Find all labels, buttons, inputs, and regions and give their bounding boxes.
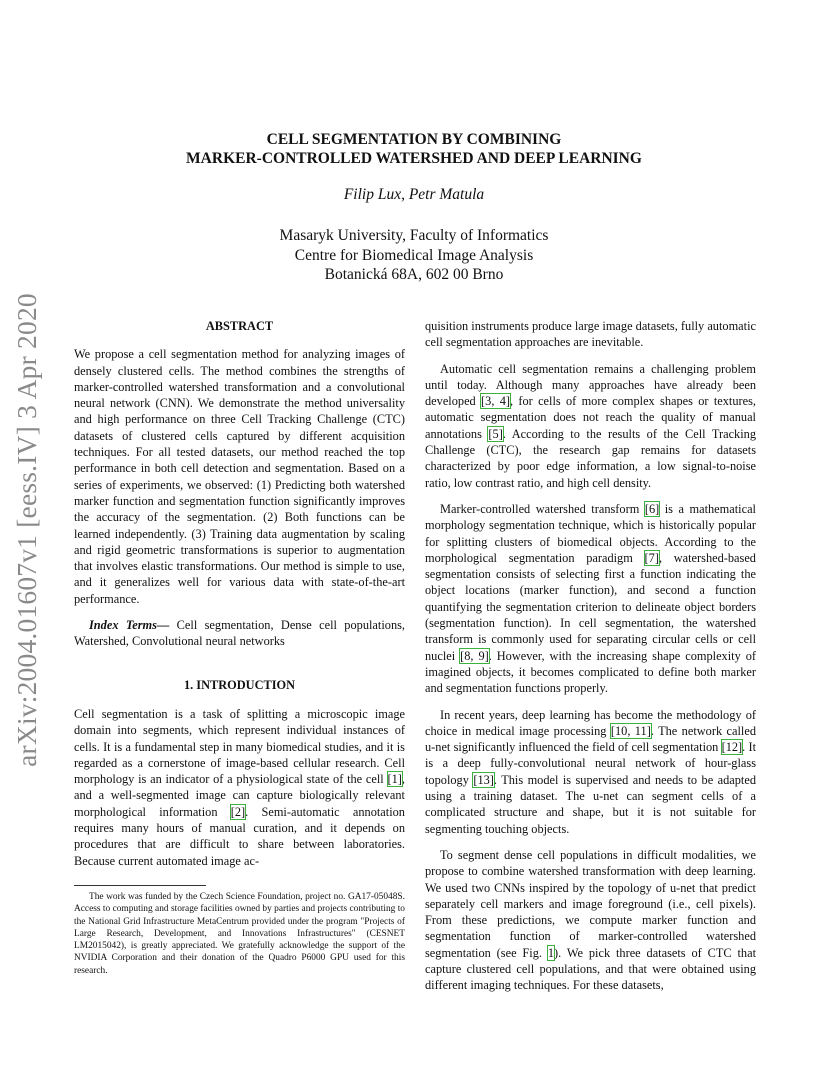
text-run: , for cells of more complex shapes or textures, automatic segmentation does not reach the quality of manual annotations xyxy=(425,394,756,441)
index-terms-text: Cell segmentation, Dense cell populations, Watershed, Convolutional neural networks xyxy=(74,618,406,649)
footnote-divider xyxy=(74,885,206,886)
citation-link[interactable]: [2] xyxy=(230,804,246,819)
intro-paragraph-1 xyxy=(74,706,405,869)
intro-heading: 1. INTRODUCTION xyxy=(183,677,296,692)
text-run: . The network called u-net significantly influenced the field of cell segmentation xyxy=(425,723,756,755)
citation-link[interactable]: [1] xyxy=(387,772,402,787)
arxiv-identifier xyxy=(4,290,50,770)
affiliation-line-1: Masaryk University, Faculty of Informatics xyxy=(279,227,549,244)
arxiv-id-text: arXiv:2004.01607v1 [eess.IV] 3 Apr 2020 xyxy=(11,293,43,767)
abstract-heading: ABSTRACT xyxy=(205,319,274,333)
right-paragraph-2 xyxy=(425,501,756,697)
text-run: ). We pick three datasets of CTC that capture clustered cell populations, and that were obtained using different imaging techniques. For these datasets, xyxy=(425,945,756,993)
citation-link[interactable]: [12] xyxy=(721,740,743,755)
left-column xyxy=(74,318,405,869)
text-run: . Semi-automatic annotation requires many hours of manual curation, and it depends on procedures that are difficult to share between laboratories. Because current automated image ac- xyxy=(74,804,405,868)
text-run: , and a well-segmented image can capture biologically relevant morphological information xyxy=(74,772,405,819)
text-run: . This model is supervised and needs to be adapted using a training dataset. The u-net can segment cells of a complicated structure and shape, but it is not suitable for segmenting touching objects. xyxy=(425,772,756,836)
affiliation xyxy=(0,226,828,285)
right-paragraph-1 xyxy=(425,361,756,491)
affiliation-line-2: Centre for Biomedical Image Analysis xyxy=(294,246,534,264)
citation-link[interactable]: [3, 4] xyxy=(481,394,510,409)
text-run: , watershed-based segmentation consists of selecting first a function indicating the object locations (marker function), and second a function quantifying the segmentation criterion to delineate object borders (segmentation function). In cell segmentation, the watershed transform is commonly used for separating circular cells or cell nuclei xyxy=(425,550,756,663)
right-column xyxy=(425,318,756,994)
text-run: Automatic cell segmentation remains a challenging problem until today. Although many approaches have already been developed xyxy=(425,361,756,409)
text-run: . However, with the increasing shape complexity of imagined objects, it becomes complicated to define both marker and segmentation functions properly. xyxy=(425,648,756,696)
text-run: Marker-controlled watershed transform xyxy=(440,501,645,516)
right-paragraph-continuation: quisition instruments produce large image datasets, fully automatic cell segmentation approaches are inevitable. xyxy=(425,319,756,350)
text-run: To segment dense cell populations in difficult modalities, we propose to combine watershed transformation with deep learning. We used two CNNs inspired by the topology of u-net that predict separately cell markers and image foreground (i.e., cell pixels). From these predictions, we compute marker function and segmentation function of marker-controlled watershed segmentation (see Fig. xyxy=(425,847,756,960)
title-line-1: CELL SEGMENTATION BY COMBINING xyxy=(266,131,562,148)
citation-link[interactable]: [8, 9] xyxy=(460,648,489,663)
index-terms xyxy=(74,617,405,650)
text-run: Cell segmentation is a task of splitting a microscopic image domain into segments, which represent individual instances of cells. It is a fundamental step in many biomedical studies, and it is regarded as a cornerstone of image-based cellular research. Cell morphology is an indicator of a physiological state of the cell xyxy=(74,706,405,787)
text-run: is a mathematical morphology segmentation technique, which is historically popular for splitting clusters of biomedical objects. According to the morphological segmentation paradigm xyxy=(425,501,756,565)
footnote: The work was funded by the Czech Science Foundation, project no. GA17-05048S. Access to computing and storage facilities owned by parties and projects contributing to the National Grid Infrastructure MetaCentrum provided under the program "Projects of Large Research, Development, and Innovations Infrastructures" (CESNET LM2015042), is greatly appreciated. We gratefully acknowledge the support of the NVIDIA Corporation and their donation of the Quadro P6000 GPU used for this research. xyxy=(74,892,405,976)
title-line-2: MARKER-CONTROLLED WATERSHED AND DEEP LEARNING xyxy=(186,150,642,167)
authors: Filip Lux, Petr Matula xyxy=(343,186,485,203)
citation-link[interactable]: [6] xyxy=(644,501,660,516)
figure-link[interactable]: 1 xyxy=(547,945,555,960)
index-terms-label: Index Terms— xyxy=(89,618,170,633)
right-paragraph-3 xyxy=(425,707,756,837)
abstract-text: We propose a cell segmentation method for analyzing images of densely clustered cells. The method combines the strengths of marker-controlled watershed transformation and a convolutional neural network (CNN). We demonstrate the method universality and high performance on three Cell Tracking Challenge (CTC) datasets of clustered cells captured by different acquisition techniques. For all tested datasets, our method reached the top performance in both cell detection and segmentation. Based on a series of experiments, we observed: (1) Predicting both watershed marker function and segmentation function significantly improves the accuracy of the segmentation. (2) Both functions can be learned independently. (3) Training data augmentation by scaling and rigid geometric transformations is superior to augmentation that involves elastic transformations. Our method is simple to use, and it generalizes well for various data with state-of-the-art performance. xyxy=(74,347,405,606)
text-run: . It is a deep fully-convolutional neural network of hour-glass topology xyxy=(425,740,757,787)
citation-link[interactable]: [10, 11] xyxy=(610,723,651,738)
citation-link[interactable]: [5] xyxy=(488,426,503,441)
citation-link[interactable]: [7] xyxy=(644,550,659,565)
paper-title xyxy=(0,130,828,168)
text-run: . According to the results of the Cell Tracking Challenge (CTC), the research gap remains for datasets characterized by poor edge information, a low signal-to-noise ratio, low contrast ratio, and high cell density. xyxy=(425,426,756,490)
affiliation-line-3: Botanická 68A, 602 00 Brno xyxy=(324,266,504,283)
text-run: In recent years, deep learning has become the methodology of choice in medical image processing xyxy=(425,707,756,738)
right-paragraph-4 xyxy=(425,847,756,994)
citation-link[interactable]: [13] xyxy=(473,772,494,787)
